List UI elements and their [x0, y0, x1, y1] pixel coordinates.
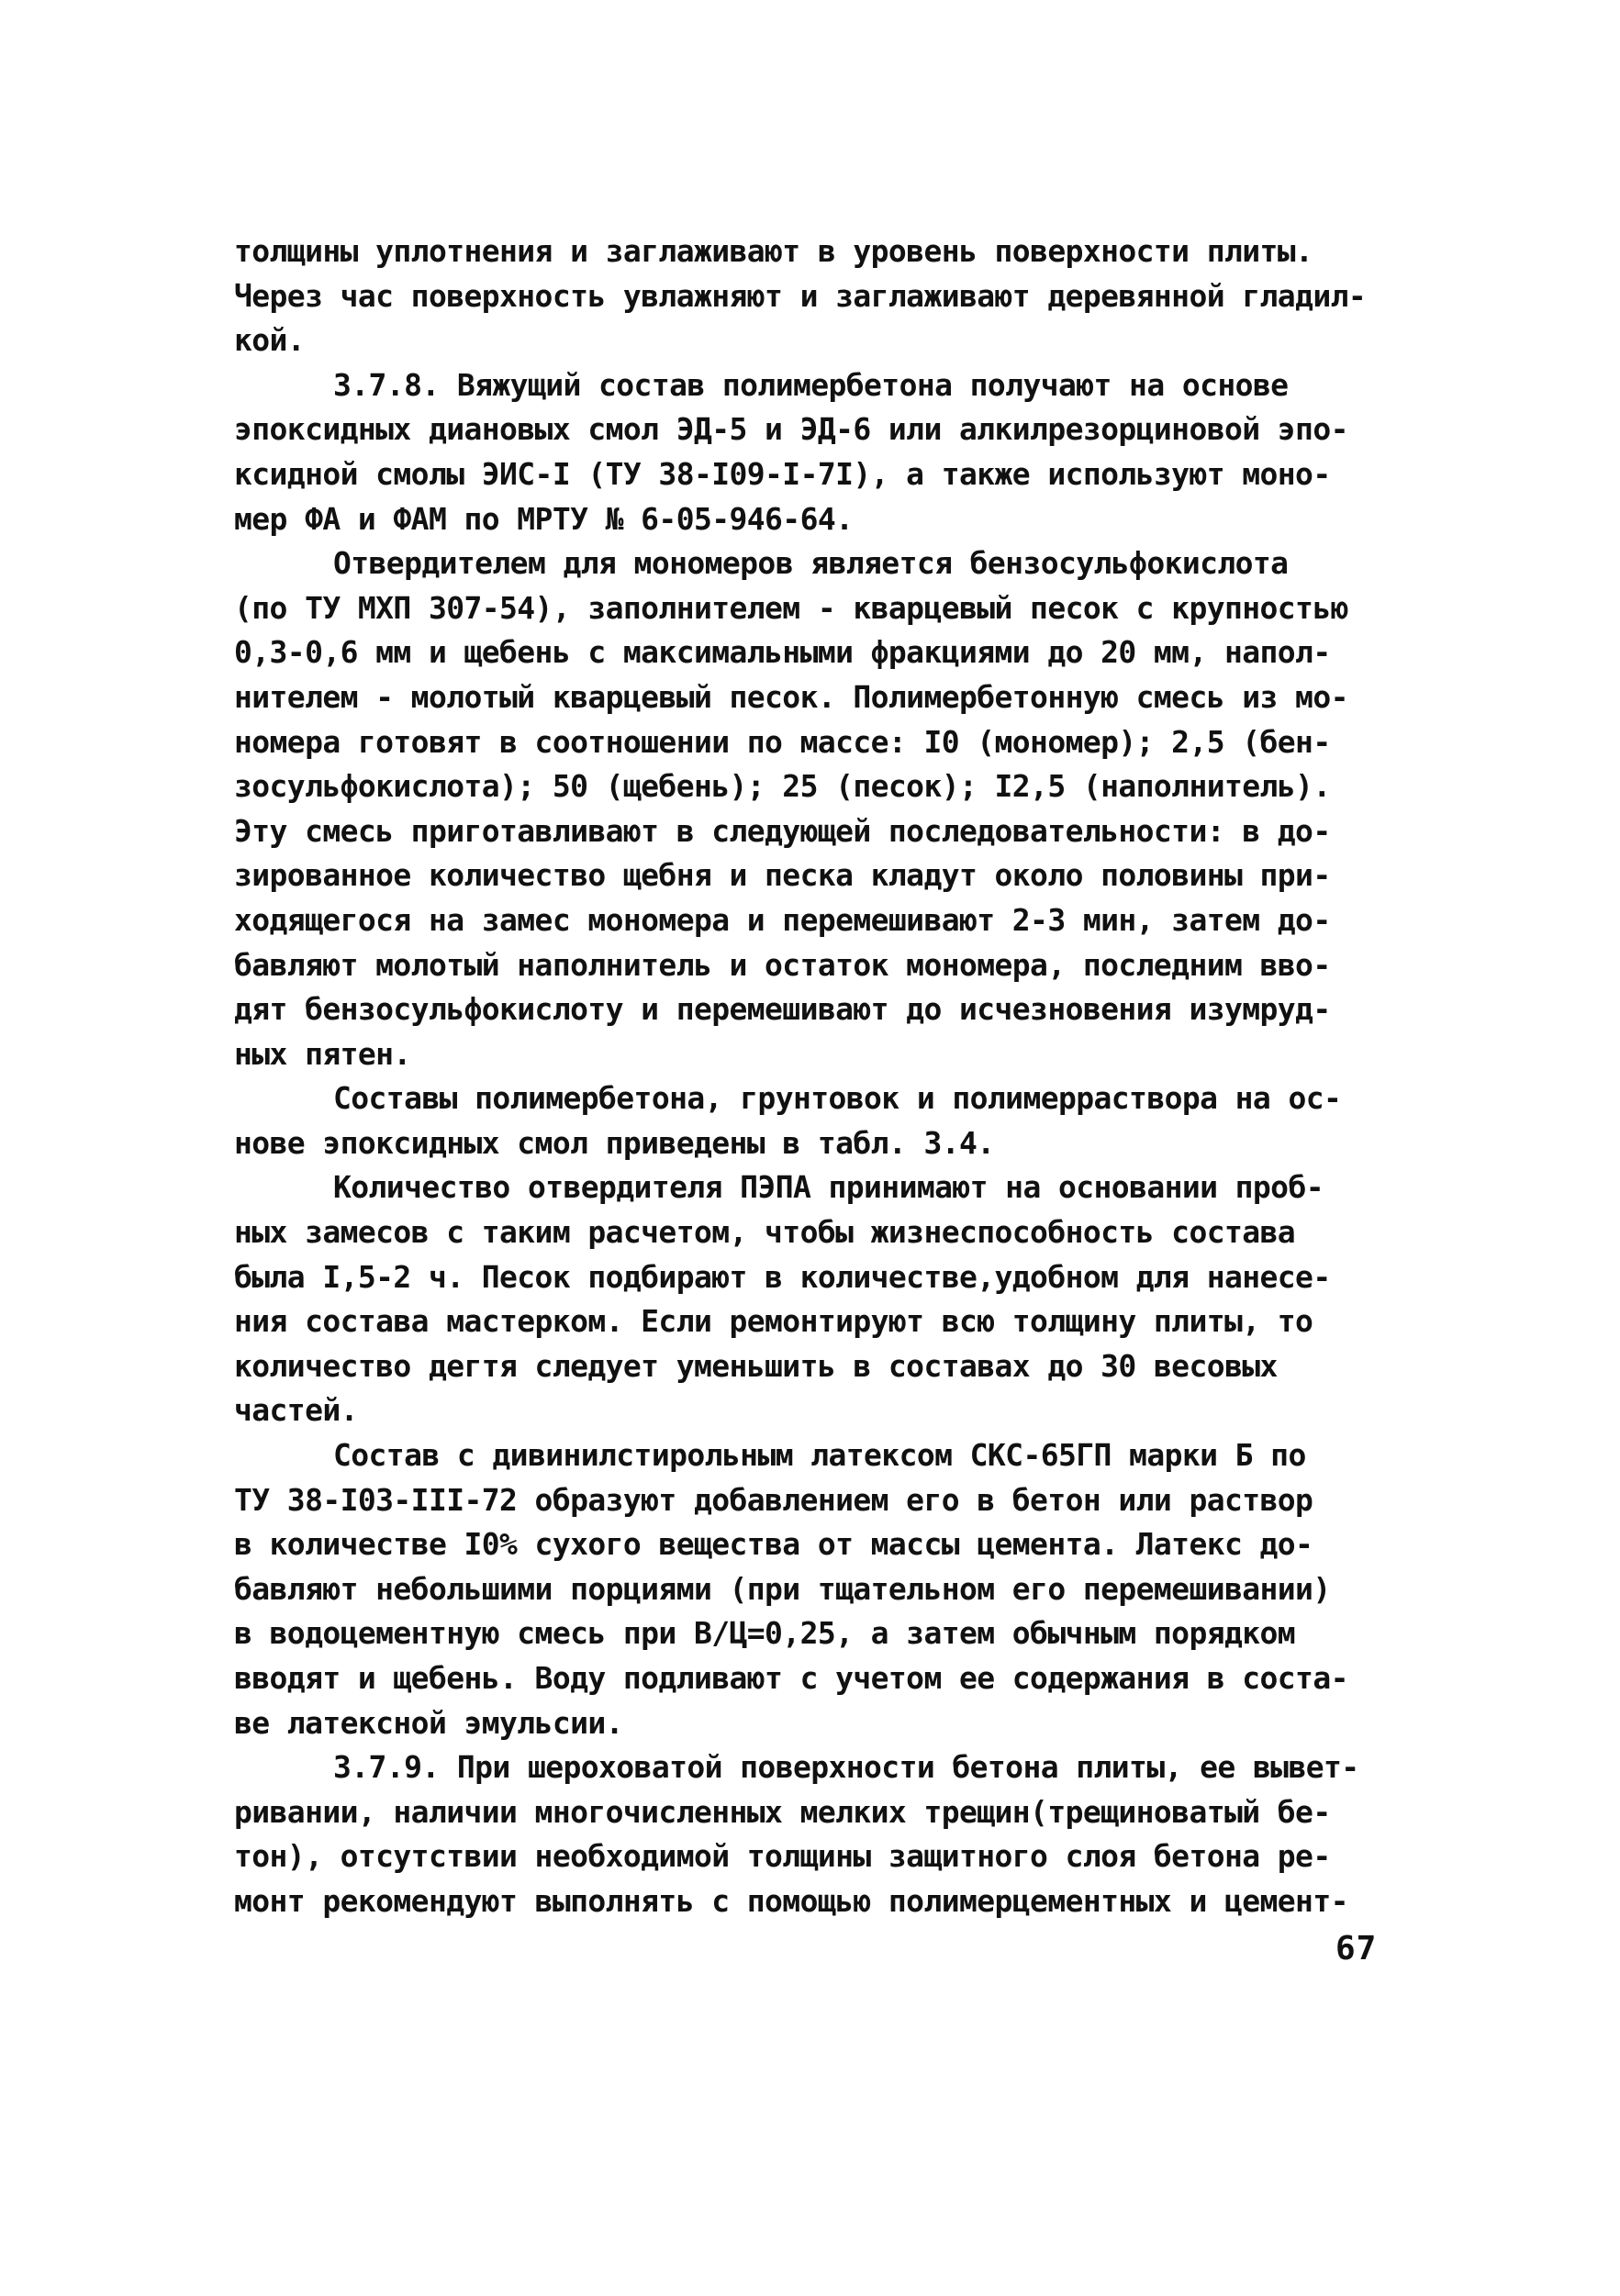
- document-page: [234, 229, 1418, 2267]
- text-line: тон), отсутствии необходимой толщины защитного слоя бетона ре-: [234, 1838, 1331, 1875]
- text-line: 3.7.8. Вяжущий состав полимербетона получают на основе: [333, 366, 1289, 403]
- text-line: Через час поверхность увлажняют и заглаживают деревянной гладил-: [234, 277, 1367, 314]
- text-line: Составы полимербетона, грунтовок и полимерраствора на ос-: [333, 1080, 1342, 1117]
- text-line: 0,3-0,6 мм и щебень с максимальными фракциями до 20 мм, напол-: [234, 634, 1331, 671]
- text-line: бавляют небольшими порциями (при тщательном его перемешивании): [234, 1570, 1331, 1607]
- text-line: ксидной смолы ЭИС-I (ТУ 38-I09-I-7I), а также используют моно-: [234, 455, 1331, 492]
- text-line: частей.: [234, 1392, 358, 1429]
- page-number: 67: [1335, 1930, 1378, 1967]
- text-line: количество дегтя следует уменьшить в составах до 30 весовых: [234, 1347, 1278, 1384]
- text-line: нове эпоксидных смол приведены в табл. 3.4.: [234, 1124, 995, 1161]
- text-line: нителем - молотый кварцевый песок. Полимербетонную смесь из мо-: [234, 678, 1348, 715]
- text-line: 3.7.9. При шероховатой поверхности бетона плиты, ее вывет-: [333, 1749, 1359, 1786]
- text-line: мер ФА и ФАМ по МРТУ № 6-05-946-64.: [234, 500, 854, 537]
- text-line: номера готовят в соотношении по массе: I0 (мономер); 2,5 (бен-: [234, 723, 1331, 760]
- text-line: вводят и щебень. Воду подливают с учетом ее содержания в соста-: [234, 1660, 1348, 1696]
- text-line: Количество отвердителя ПЭПА принимают на основании проб-: [333, 1169, 1324, 1206]
- text-line: (по ТУ МХП 307-54), заполнителем - кварцевый песок с крупностью: [234, 589, 1348, 626]
- text-line: ния состава мастерком. Если ремонтируют всю толщину плиты, то: [234, 1303, 1313, 1340]
- text-line: зосульфокислота); 50 (щебень); 25 (песок); I2,5 (наполнитель).: [234, 768, 1331, 805]
- text-line: в водоцементную смесь при В/Ц=0,25, а затем обычным порядком: [234, 1615, 1296, 1652]
- text-line: ных пятен.: [234, 1035, 411, 1072]
- text-line: зированное количество щебня и песка кладут около половины при-: [234, 857, 1331, 894]
- text-line: Отвердителем для мономеров является бензосульфокислота: [333, 545, 1289, 582]
- text-line: бавляют молотый наполнитель и остаток мономера, последним вво-: [234, 946, 1331, 983]
- text-line: Состав с дивинилстирольным латексом СКС-65ГП марки Б по: [333, 1437, 1306, 1474]
- text-line: ных замесов с таким расчетом, чтобы жизнеспособность состава: [234, 1214, 1296, 1251]
- text-line: была I,5-2 ч. Песок подбирают в количестве,удобном для нанесе-: [234, 1258, 1331, 1295]
- text-line: ходящегося на замес мономера и перемешивают 2-3 мин, затем до-: [234, 901, 1331, 938]
- text-line: эпоксидных диановых смол ЭД-5 и ЭД-6 или алкилрезорциновой эпо-: [234, 411, 1348, 448]
- text-line: дят бензосульфокислоту и перемешивают до исчезновения изумруд-: [234, 991, 1331, 1028]
- text-line: кой.: [234, 322, 306, 359]
- text-line: ве латексной эмульсии.: [234, 1704, 623, 1741]
- text-line: монт рекомендуют выполнять с помощью полимерцементных и цемент-: [234, 1882, 1348, 1919]
- text-line: в количестве I0% сухого вещества от массы цемента. Латекс до-: [234, 1526, 1313, 1563]
- text-line: толщины уплотнения и заглаживают в уровень поверхности плиты.: [234, 233, 1313, 269]
- text-line: ривании, наличии многочисленных мелких трещин(трещиноватый бе-: [234, 1793, 1331, 1830]
- text-line: ТУ 38-I03-III-72 образуют добавлением его в бетон или раствор: [234, 1481, 1313, 1518]
- text-line: Эту смесь приготавливают в следующей последовательности: в до-: [234, 812, 1331, 849]
- document-body: [234, 229, 1418, 1924]
